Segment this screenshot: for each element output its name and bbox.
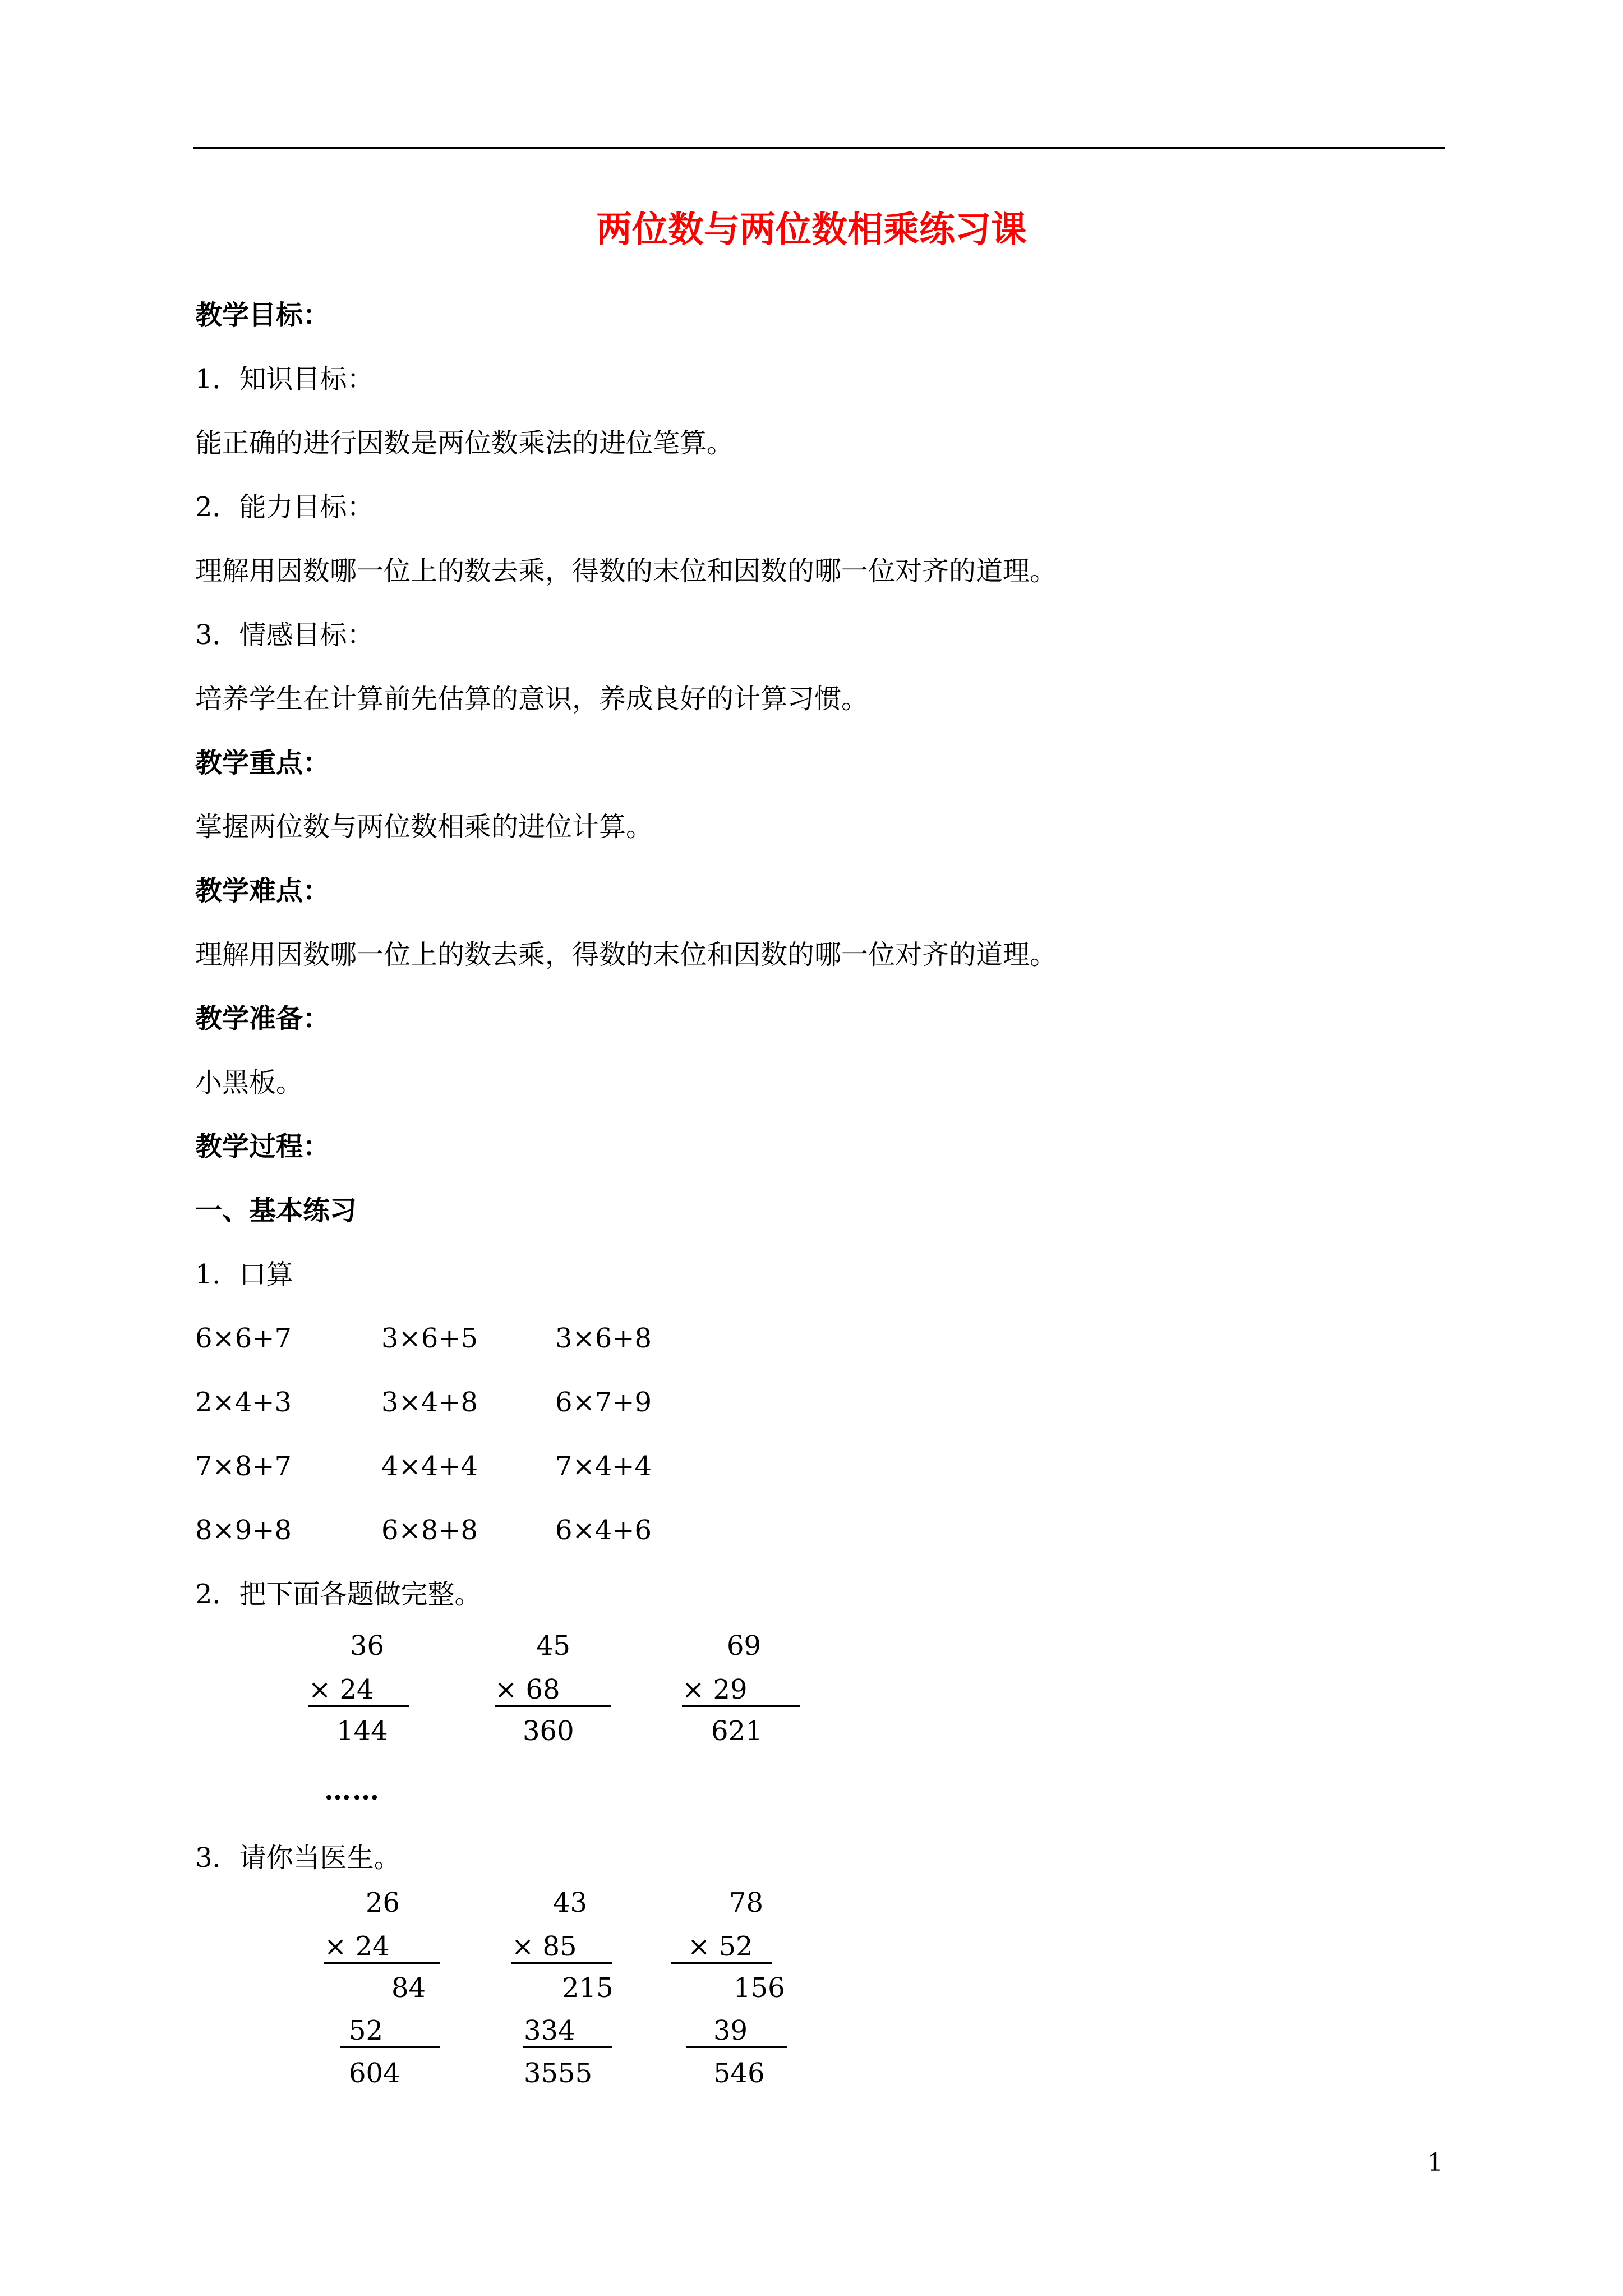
- multiplier: × 24: [308, 1674, 374, 1705]
- multiplier: × 68: [495, 1674, 560, 1705]
- difficulty-heading: 教学难点：: [195, 875, 330, 907]
- oral-calc-item: 7×4+4: [555, 1451, 652, 1482]
- partial-product: 156: [734, 1972, 785, 2004]
- calc-underline: [495, 1705, 611, 1707]
- calc-underline: [340, 2046, 440, 2048]
- goals-heading: 教学目标：: [195, 300, 330, 331]
- partial-product: 621: [711, 1715, 763, 1747]
- calc-underline: [686, 2046, 787, 2048]
- oral-calc-item: 2×4+3: [195, 1387, 292, 1418]
- keypoint-heading: 教学重点：: [195, 747, 330, 779]
- prep-heading: 教学准备：: [195, 1003, 330, 1034]
- oral-calc-item: 6×6+7: [195, 1323, 292, 1354]
- oral-calc-item: 6×4+6: [555, 1515, 652, 1546]
- goal3-label: 3．情感目标：: [195, 619, 374, 651]
- multiplicand: 78: [729, 1887, 764, 1918]
- goal1-label: 1．知识目标：: [195, 364, 374, 395]
- multiplicand: 26: [366, 1887, 400, 1918]
- final-product: 604: [349, 2058, 400, 2089]
- oral-calc-item: 3×6+8: [555, 1323, 652, 1354]
- calc-underline: [671, 1962, 772, 1964]
- multiplier: × 52: [688, 1931, 753, 1962]
- goal1-text: 能正确的进行因数是两位数乘法的进位笔算。: [195, 427, 734, 459]
- document-title: 两位数与两位数相乘练习课: [596, 209, 1027, 251]
- multiplicand: 69: [727, 1630, 762, 1662]
- final-product: 3555: [524, 2058, 593, 2089]
- part1-heading: 一、基本练习: [195, 1195, 357, 1226]
- partial-product: 215: [562, 1972, 614, 2004]
- multiplicand: 36: [350, 1630, 385, 1662]
- calc-underline: [324, 1962, 440, 1964]
- prep-text: 小黑板。: [195, 1067, 303, 1098]
- goal2-label: 2．能力目标：: [195, 491, 374, 523]
- goal3-text: 培养学生在计算前先估算的意识，养成良好的计算习惯。: [195, 683, 869, 715]
- oral-calc-item: 6×8+8: [381, 1515, 478, 1546]
- oral-calc-item: 8×9+8: [195, 1515, 292, 1546]
- oral-calc-item: 7×8+7: [195, 1451, 292, 1482]
- oral-calc-item: 4×4+4: [381, 1451, 478, 1482]
- oral-calc-item: 3×6+5: [381, 1323, 478, 1354]
- page-number: 1: [1427, 2148, 1443, 2177]
- exercise2-label: 2．把下面各题做完整。: [195, 1579, 482, 1610]
- exercise3-label: 3．请你当医生。: [195, 1842, 401, 1874]
- goal2-text: 理解用因数哪一位上的数去乘，得数的末位和因数的哪一位对齐的道理。: [195, 555, 1057, 587]
- oral-calc-row: [0, 1325, 1623, 1359]
- difficulty-text: 理解用因数哪一位上的数去乘，得数的末位和因数的哪一位对齐的道理。: [195, 939, 1057, 970]
- oral-calc-item: 3×4+8: [381, 1387, 478, 1418]
- header-rule: [193, 147, 1445, 149]
- multiplicand: 43: [553, 1887, 588, 1918]
- final-product: 546: [713, 2058, 765, 2089]
- keypoint-text: 掌握两位数与两位数相乘的进位计算。: [195, 811, 653, 843]
- oral-calc-row: [0, 1389, 1623, 1423]
- process-heading: 教学过程：: [195, 1131, 330, 1162]
- partial-product: 144: [336, 1715, 388, 1747]
- calc-underline: [682, 1705, 800, 1707]
- partial-product: 52: [349, 2015, 384, 2046]
- oral-calc-item: 6×7+9: [555, 1387, 652, 1418]
- calc-underline: [308, 1705, 409, 1707]
- partial-product: 84: [391, 1972, 426, 2004]
- exercise1-label: 1．口算: [195, 1259, 293, 1290]
- ellipsis: ……: [324, 1775, 380, 1806]
- calc-underline: [511, 1962, 612, 1964]
- oral-calc-row: [0, 1517, 1623, 1550]
- multiplier: × 24: [324, 1931, 390, 1962]
- partial-product: 360: [523, 1715, 574, 1747]
- partial-product: 39: [713, 2015, 748, 2046]
- calc-underline: [523, 2046, 612, 2048]
- oral-calc-row: [0, 1453, 1623, 1487]
- multiplier: × 29: [682, 1674, 748, 1705]
- partial-product: 334: [524, 2015, 575, 2046]
- multiplicand: 45: [536, 1630, 571, 1662]
- multiplier: × 85: [511, 1931, 577, 1962]
